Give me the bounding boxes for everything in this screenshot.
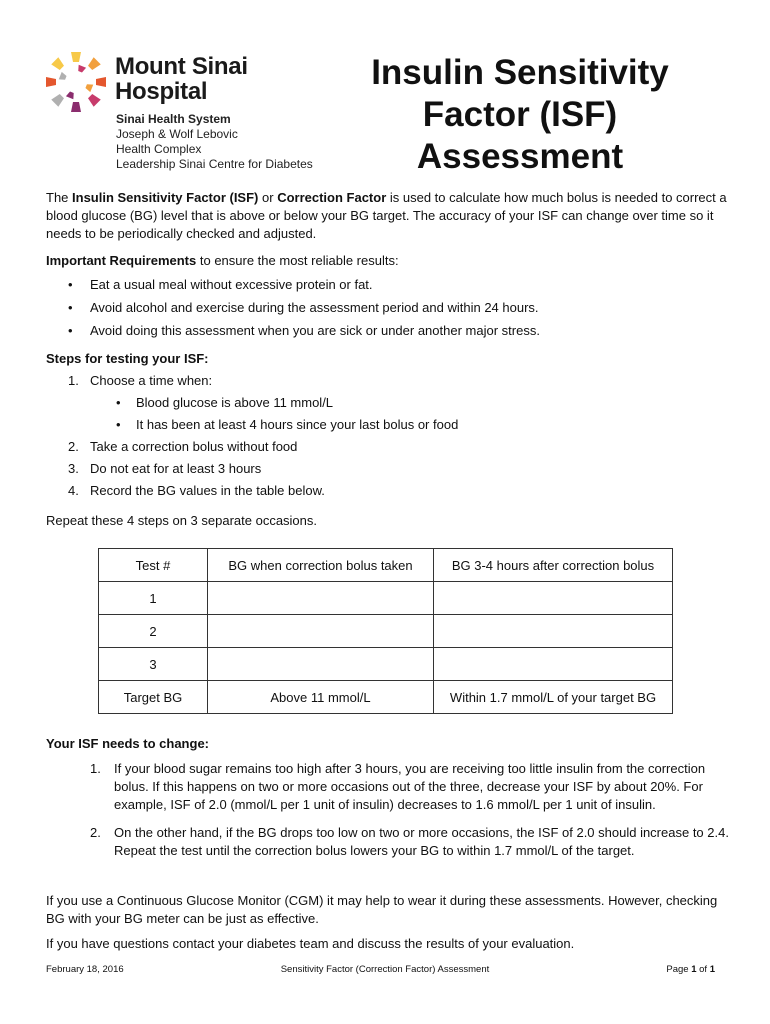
test-number-cell: 1 [99,582,208,615]
repeat-instruction: Repeat these 4 steps on 3 separate occasions. [46,513,318,528]
centre-name: Leadership Sinai Centre for Diabetes [116,157,313,171]
hospital-logo [44,48,344,178]
test-number-cell: 2 [99,615,208,648]
hospital-name: Mount Sinai Hospital [115,53,248,105]
questions-paragraph: If you have questions contact your diabetes team and discuss the results of your evaluation. [46,936,575,951]
step-item: 2. Take a correction bolus without food [68,439,298,454]
bg-entry-cell[interactable] [208,648,434,681]
list-item: • Blood glucose is above 11 mmol/L [90,392,458,414]
bg-record-table [98,548,673,714]
footer-title: Sensitivity Factor (Correction Factor) Assessment [280,964,490,975]
table-row [99,648,673,681]
bg-entry-cell[interactable] [434,615,673,648]
mount-sinai-logo-mark-icon [44,50,108,114]
step-sublist [90,392,458,436]
bg-entry-cell[interactable] [434,648,673,681]
complex-name: Joseph & Wolf Lebovic Health Complex Leadership Sinai Centre for Diabetes [116,127,313,171]
table-row [99,582,673,615]
health-system-name: Sinai Health System [116,112,231,126]
bg-entry-cell[interactable] [208,615,434,648]
step-item: 1. Choose a time when: • Blood glucose is above 11 mmol/L • It has been at least 4 hours since your last bolus or food [46,370,458,436]
bg-entry-cell[interactable] [434,582,673,615]
footer-date: February 18, 2016 [46,964,124,975]
step-item: 3. Do not eat for at least 3 hours [68,461,262,476]
steps-heading: Steps for testing your ISF: [46,351,209,366]
bg-entry-cell[interactable] [208,582,434,615]
table-cell: Target BG [99,681,208,714]
list-item: • Eat a usual meal without excessive protein or fat. [46,273,540,296]
table-row-target [99,681,673,714]
footer-page-number: Page 1 of 1 [666,964,715,975]
requirements-list [46,273,540,342]
document-title: Insulin Sensitivity Factor (ISF) Assessment [371,53,669,176]
table-header-cell: BG when correction bolus taken [208,549,434,582]
list-item: • Avoid doing this assessment when you are sick or under another major stress. [46,319,540,342]
list-item: 1. If your blood sugar remains too high after 3 hours, you are receiving too little insulin from the correction bolus. If this happens on two or more occasions out of the three, decrease your ISF by about 20%. For example, ISF of 2.0 (mmol/L per 1 unit of insulin) decreases to 1.6 mmol/L per 1 unit of insulin. [90,761,706,812]
table-header-cell: BG 3-4 hours after correction bolus [434,549,673,582]
intro-paragraph: The Insulin Sensitivity Factor (ISF) or Correction Factor is used to calculate how much bolus is needed to correct a blood glucose (BG) level that is above or below your BG target. The accuracy of your ISF can change over time so it needs to be periodically checked and adjusted. [46,190,727,241]
step-item: 4. Record the BG values in the table below. [68,483,325,498]
table-cell: Above 11 mmol/L [208,681,434,714]
list-item: • Avoid alcohol and exercise during the assessment period and within 24 hours. [46,296,540,319]
table-header-row [99,549,673,582]
cgm-paragraph: If you use a Continuous Glucose Monitor (CGM) it may help to wear it during these assessments. However, checking BG with your BG meter can be just as effective. [46,893,718,926]
test-number-cell: 3 [99,648,208,681]
table-row [99,615,673,648]
isf-change-heading: Your ISF needs to change: [46,736,210,751]
list-item: • It has been at least 4 hours since your last bolus or food [90,414,458,436]
list-item: 2. On the other hand, if the BG drops too low on two or more occasions, the ISF of 2.0 should increase to 2.4. Repeat the test until the correction bolus lowers your BG to within 1.7 mmol/L of the target. [90,825,729,858]
requirements-heading: Important Requirements to ensure the most reliable results: [46,253,399,268]
table-cell: Within 1.7 mmol/L of your target BG [434,681,673,714]
table-header-cell: Test # [99,549,208,582]
isf-change-list [46,760,736,870]
steps-list [46,370,458,502]
